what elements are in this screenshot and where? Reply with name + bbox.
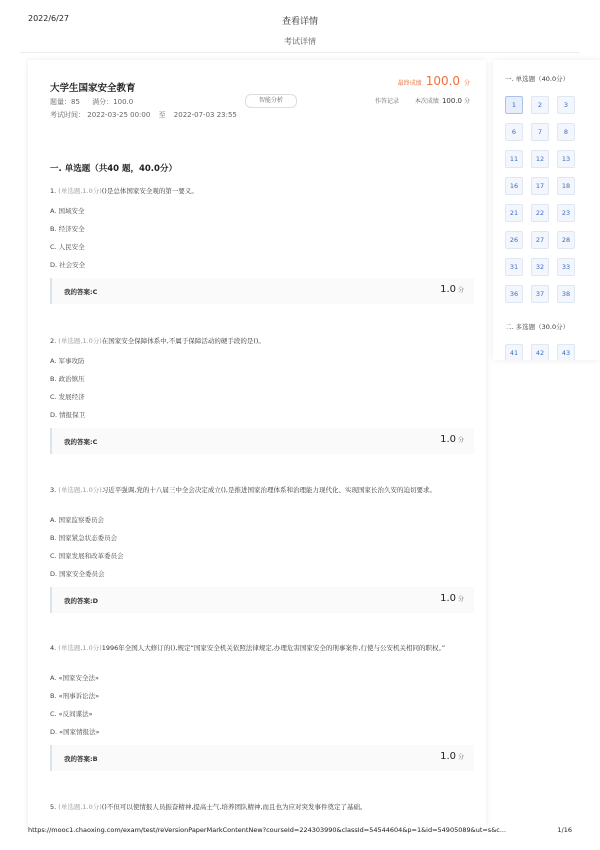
question-nav-2[interactable]: 2	[531, 96, 549, 114]
question-score: 1.0 分	[440, 284, 464, 295]
my-answer: 我的答案:C	[64, 438, 98, 446]
question-nav-12[interactable]: 12	[531, 150, 549, 168]
exam-meta	[50, 97, 139, 107]
question-nav-13[interactable]: 13	[557, 150, 575, 168]
header-divider	[20, 52, 580, 53]
option-b: B. 国家紧急状态委员会	[50, 534, 118, 542]
option-d: D. «国家情报法»	[50, 728, 100, 736]
my-answer: 我的答案:B	[64, 755, 98, 763]
question-nav-27[interactable]: 27	[531, 231, 549, 249]
full-score-value: 100.0	[113, 98, 134, 106]
exam-time: 考试时间： 2022-03-25 00:00 至 2022-07-03 23:55	[50, 111, 237, 119]
question-score: 1.0 分	[440, 593, 464, 604]
option-c: C. 人民安全	[50, 243, 85, 251]
option-b: B. 经济安全	[50, 225, 85, 233]
question-nav-23[interactable]: 23	[557, 204, 575, 222]
count-label: 题量：85	[50, 98, 80, 106]
option-c: C. 发展经济	[50, 393, 85, 401]
question-nav-36[interactable]: 36	[505, 285, 523, 303]
option-c: C. «反间谍法»	[50, 710, 93, 718]
question-text: 4. (单选题,1.0分)1996年全国人大修订的(),规定“国家安全机关依照法律规定,办理危害国家安全的刑事案件,行使与公安机关相同的职权。”	[50, 644, 446, 652]
question-text: 2. (单选题,1.0分)在国家安全保障体系中,不属于保障活动的硬手段的是()。	[50, 337, 265, 345]
question-nav-7[interactable]: 7	[531, 123, 549, 141]
answer-box	[50, 745, 474, 771]
sidebar-section-multi: 二. 多选题（30.0分）	[505, 323, 570, 331]
question-count: 85	[71, 98, 80, 106]
question-nav-11[interactable]: 11	[505, 150, 523, 168]
print-url: https://mooc1.chaoxing.com/exam/test/reVersionPaperMarkContentNew?courseId=224303990&classId=54544604&p=1&id=54905089&ut=s&c...	[28, 826, 507, 834]
question-nav-16[interactable]: 16	[505, 177, 523, 195]
final-score-value: 100.0	[425, 74, 461, 88]
final-score: 最终成绩 100.0 分	[397, 74, 470, 88]
answer-record-link[interactable]: 作答记录	[374, 98, 399, 105]
question-nav-18[interactable]: 18	[557, 177, 575, 195]
option-a: A. 国域安全	[50, 207, 85, 215]
option-a: A. 国家监察委员会	[50, 516, 104, 524]
question-score: 1.0 分	[440, 751, 464, 762]
my-answer: 我的答案:C	[64, 288, 98, 296]
answer-box	[50, 278, 474, 304]
question-nav-32[interactable]: 32	[531, 258, 549, 276]
sidebar-section-single: 一. 单选题（40.0分）	[505, 75, 570, 83]
print-title: 查看详情	[281, 17, 318, 27]
question-4	[50, 643, 470, 763]
smart-analysis-button[interactable]: 智能分析	[245, 94, 297, 108]
page-title: 考试详情	[284, 37, 316, 46]
question-nav-22[interactable]: 22	[531, 204, 549, 222]
section-title-single: 一. 单选题（共40 题，40.0分）	[50, 164, 177, 174]
question-nav-41[interactable]: 41	[505, 344, 523, 360]
exam-detail-card	[28, 60, 486, 830]
question-text: 1. (单选题,1.0分)()是总体国家安全观的第一要义。	[50, 187, 198, 195]
question-nav-8[interactable]: 8	[557, 123, 575, 141]
time-start: 2022-03-25 00:00	[87, 111, 151, 119]
my-answer: 我的答案:D	[64, 597, 99, 605]
option-c: C. 国家发展和改革委员会	[50, 552, 124, 560]
option-d: D. 社会安全	[50, 261, 86, 269]
question-3	[50, 485, 470, 605]
answer-box	[50, 587, 474, 613]
question-nav-31[interactable]: 31	[505, 258, 523, 276]
question-nav-6[interactable]: 6	[505, 123, 523, 141]
option-a: A. «国家安全法»	[50, 674, 99, 682]
question-2	[50, 336, 470, 446]
answer-box	[50, 428, 474, 454]
question-1	[50, 186, 470, 296]
exam-info	[50, 74, 470, 140]
option-b: B. 政治镇压	[50, 375, 85, 383]
question-nav-3[interactable]: 3	[557, 96, 575, 114]
option-d: D. 国家安全委员会	[50, 570, 105, 578]
question-5	[50, 802, 470, 812]
question-nav-33[interactable]: 33	[557, 258, 575, 276]
print-date: 2022/6/27	[28, 14, 70, 23]
answer-card-sidebar	[493, 60, 600, 360]
question-nav-37[interactable]: 37	[531, 285, 549, 303]
question-nav-21[interactable]: 21	[505, 204, 523, 222]
time-end: 2022-07-03 23:55	[173, 111, 237, 119]
question-nav-42[interactable]: 42	[531, 344, 549, 360]
course-title: 大学生国家安全教育	[50, 83, 136, 94]
records-row	[361, 96, 470, 105]
full-score: 满分：100.0	[92, 98, 134, 106]
question-nav-43[interactable]: 43	[557, 344, 575, 360]
question-text: 5. (单选题,1.0分)()不但可以使情报人员振奋精神,提高士气,培养团队精神,而且也为应对突发事件奠定了基础。	[50, 803, 367, 811]
question-text: 3. (单选题,1.0分)习近平强调,党的十八届三中全会决定成立(),是推进国家治理体系和治理能力现代化、实现国家长治久安的迫切要求。	[50, 486, 436, 494]
this-score-value: 100.0	[441, 97, 462, 105]
question-nav-17[interactable]: 17	[531, 177, 549, 195]
question-nav-1[interactable]: 1	[505, 96, 523, 114]
option-a: A. 军事攻防	[50, 357, 85, 365]
option-b: B. «刑事诉讼法»	[50, 692, 100, 700]
print-page-number: 1/16	[557, 826, 572, 834]
question-nav-28[interactable]: 28	[557, 231, 575, 249]
question-score: 1.0 分	[440, 434, 464, 445]
time-sep: 至	[158, 111, 166, 119]
option-d: D. 情报保卫	[50, 411, 86, 419]
question-nav-38[interactable]: 38	[557, 285, 575, 303]
question-nav-26[interactable]: 26	[505, 231, 523, 249]
this-score: 本次成绩 100.0 分	[414, 97, 470, 105]
